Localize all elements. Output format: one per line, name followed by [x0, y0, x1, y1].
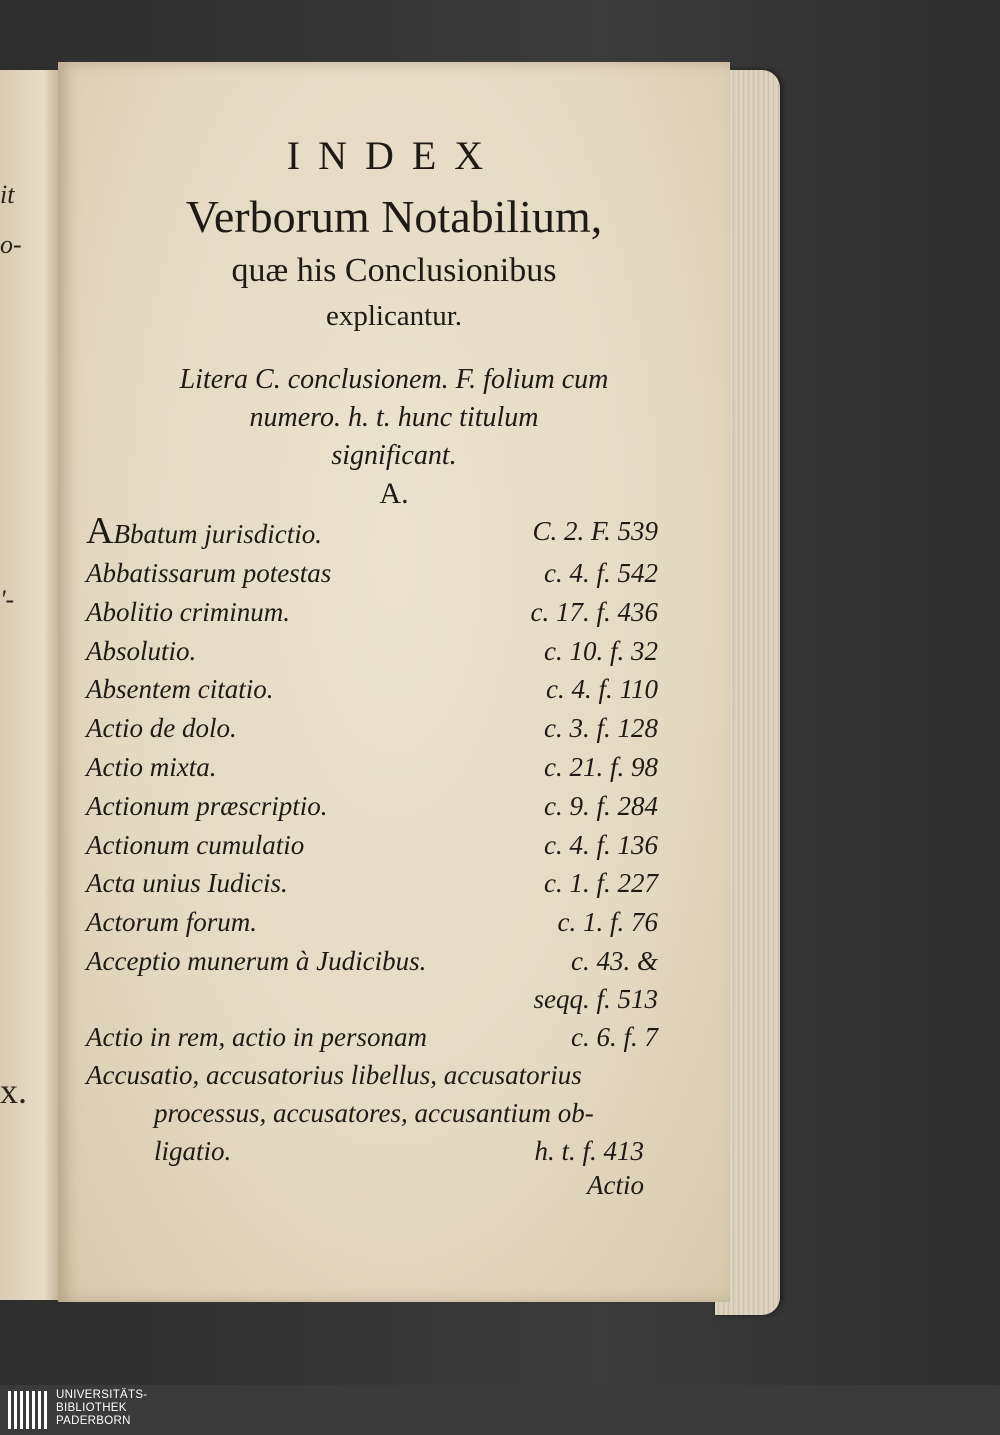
- entry-term-text: Bbatum jurisdictio.: [113, 519, 322, 549]
- entry-term: Actorum forum.: [86, 907, 257, 937]
- index-entry: [58, 946, 730, 986]
- index-entry: [58, 674, 730, 714]
- abbreviation-key-line2: numero. h. t. hunc titulum: [249, 402, 539, 433]
- entry-term: [86, 510, 322, 552]
- catchword: Actio: [587, 1170, 644, 1200]
- left-page-fragment: it: [0, 180, 15, 209]
- entry-reference: c. 4. f. 110: [546, 674, 658, 704]
- drop-cap: A: [86, 510, 114, 552]
- index-subtitle-line3: explicantur.: [325, 300, 463, 332]
- entry-term: Absentem citatio.: [86, 674, 274, 704]
- library-name-line1: UNIVERSITÄTS-: [56, 1389, 148, 1401]
- entry-reference: c. 3. f. 128: [544, 713, 658, 743]
- entry-term: Acceptio munerum à Judicibus.: [86, 946, 427, 976]
- entry-term: Actio in rem, actio in personam: [86, 1022, 427, 1052]
- entry-term: Abolitio criminum.: [86, 597, 290, 627]
- entry-reference: c. 43. &: [571, 946, 658, 976]
- entry-reference: c. 4. f. 542: [544, 558, 658, 588]
- entry-term: Actio de dolo.: [86, 713, 237, 743]
- entry-reference: c. 4. f. 136: [544, 830, 658, 860]
- entry-term: Abbatissarum potestas: [86, 558, 332, 588]
- left-page-fragment: x.: [0, 1071, 27, 1111]
- entry-reference: c. 21. f. 98: [544, 752, 658, 782]
- library-name-line2: BIBLIOTHEK: [56, 1402, 127, 1414]
- entry-term: Actionum præscriptio.: [86, 791, 328, 821]
- abbreviation-key-line3: significant.: [331, 440, 457, 471]
- left-page-fragment: '-: [0, 585, 15, 614]
- long-entry-line3: ligatio.: [154, 1136, 232, 1166]
- entry-reference: c. 10. f. 32: [544, 636, 658, 666]
- index-page: [58, 62, 730, 1302]
- index-subtitle-line2: quæ his Conclusionibus: [231, 252, 557, 289]
- long-entry-line1: Accusatio, accusatorius libellus, accusatorius: [86, 1060, 582, 1090]
- entry-term: Actionum cumulatio: [86, 830, 305, 860]
- index-entry: [58, 791, 730, 831]
- index-entry: [58, 558, 730, 598]
- index-entry: [58, 713, 730, 753]
- long-entry-line2: processus, accusatores, accusantium ob-: [154, 1098, 594, 1128]
- entry-reference: c. 17. f. 436: [530, 597, 658, 627]
- section-letter: A.: [379, 477, 409, 510]
- index-entry: [58, 868, 730, 908]
- entry-reference: C. 2. F. 539: [532, 516, 658, 546]
- entry-term: Actio mixta.: [86, 752, 217, 782]
- entry-reference: seqq. f. 513: [533, 984, 658, 1014]
- library-logo-icon: [8, 1391, 48, 1429]
- entry-reference: c. 1. f. 76: [557, 907, 658, 937]
- index-entry: [58, 510, 730, 556]
- index-entry: [58, 907, 730, 947]
- index-entry: [58, 984, 730, 1024]
- index-heading: INDEX: [286, 133, 502, 178]
- entry-term: Acta unius Iudicis.: [86, 868, 288, 898]
- left-page-fragment: o-: [0, 230, 22, 259]
- entry-reference: c. 6. f. 7: [571, 1022, 658, 1052]
- abbreviation-key-line1: Litera C. conclusionem. F. folium cum: [179, 364, 609, 395]
- index-entry: [58, 597, 730, 637]
- index-entry: [58, 636, 730, 676]
- library-name: [56, 1389, 147, 1428]
- index-entry: [58, 830, 730, 870]
- index-entry: [58, 1022, 730, 1062]
- index-entry: [58, 752, 730, 792]
- entry-term: Absolutio.: [86, 636, 197, 666]
- entry-reference: c. 1. f. 227: [544, 868, 658, 898]
- long-entry-reference: h. t. f. 413: [534, 1136, 644, 1166]
- library-footer: [0, 1385, 1000, 1435]
- library-name-line3: PADERBORN: [56, 1415, 131, 1427]
- previous-page-edge: [0, 70, 64, 1300]
- entry-reference: c. 9. f. 284: [544, 791, 658, 821]
- index-subtitle-line1: Verborum Notabilium,: [185, 191, 603, 242]
